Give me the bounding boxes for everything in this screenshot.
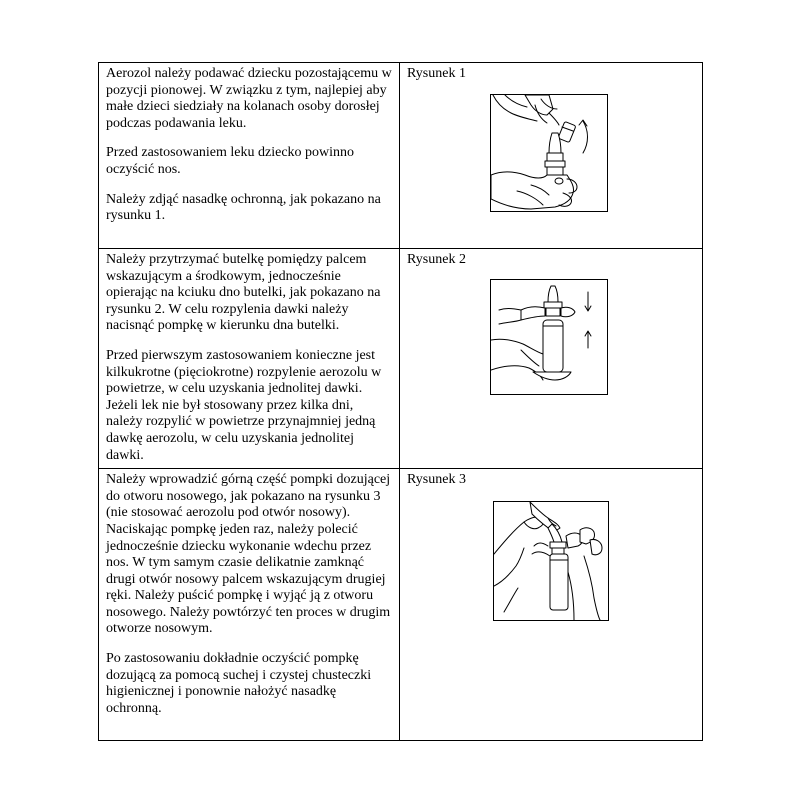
paragraph: Należy wprowadzić górną część pompki dozującej do otworu nosowego, jak pokazano na rysunku 3 (nie stosować aerozolu pod otwór nosowy). Naciskając pompkę jeden raz, należy polecić jednocześnie dziecku wykonanie wdechu przez nos. W tym samym czasie delikatnie zamknąć drugi otwór nosowy palcem wskazującym drugiej ręki. Należy puścić pompkę i wyjąć ją z otworu nosowego. Należy powtórzyć ten proces w drugim otworze nosowym. xyxy=(106,472,391,637)
instruction-text-cell xyxy=(99,249,400,469)
figure-label: Rysunek 2 xyxy=(407,252,466,267)
paragraph: Przed pierwszym zastosowaniem konieczne jest kilkukrotne (pięciokrotne) rozpylenie aerozolu w powietrze, w celu uzyskania jednolitej dawki. Jeżeli lek nie był stosowany przez kilka dni, należy rozpylić w powietrze przynajmniej jedną dawkę aerozolu, w celu uzyskania jednolitej dawki. xyxy=(106,347,382,463)
figure-cell xyxy=(400,249,703,469)
paragraph: Po zastosowaniu dokładnie oczyścić pompkę dozującą za pomocą suchej i czystej chusteczki higienicznej i ponownie nałożyć nasadkę ochronną. xyxy=(106,651,372,716)
nasal-spray-use-illustration-icon xyxy=(493,501,609,621)
paragraph: Należy przytrzymać butelkę pomiędzy palcem wskazującym a środkowym, jednocześnie opierając na kciuku dno butelki, jak pokazano na rysunku 2. W celu rozpylenia dawki należy nacisnąć pompkę w kierunku dna butelki. xyxy=(106,252,381,334)
figure-label: Rysunek 3 xyxy=(407,472,466,488)
table-row xyxy=(99,249,703,469)
instructions-table xyxy=(98,62,703,741)
figure-label: Rysunek 1 xyxy=(407,66,466,81)
remove-cap-illustration-icon xyxy=(490,94,608,212)
instruction-text-cell xyxy=(99,63,400,249)
priming-pump-illustration-icon xyxy=(490,279,608,395)
table-row xyxy=(99,469,703,741)
paragraph: Przed zastosowaniem leku dziecko powinno oczyścić nos. xyxy=(106,145,355,177)
figure-cell xyxy=(400,469,703,741)
instruction-text-cell xyxy=(99,469,400,741)
paragraph: Aerozol należy podawać dziecku pozostającemu w pozycji pionowej. W związku z tym, najlepiej aby małe dzieci siedziały na kolanach osoby dorosłej podczas podawania leku. xyxy=(106,66,392,131)
figure-cell xyxy=(400,63,703,249)
paragraph: Należy zdjąć nasadkę ochronną, jak pokazano na rysunku 1. xyxy=(106,191,381,224)
table-row xyxy=(99,63,703,249)
